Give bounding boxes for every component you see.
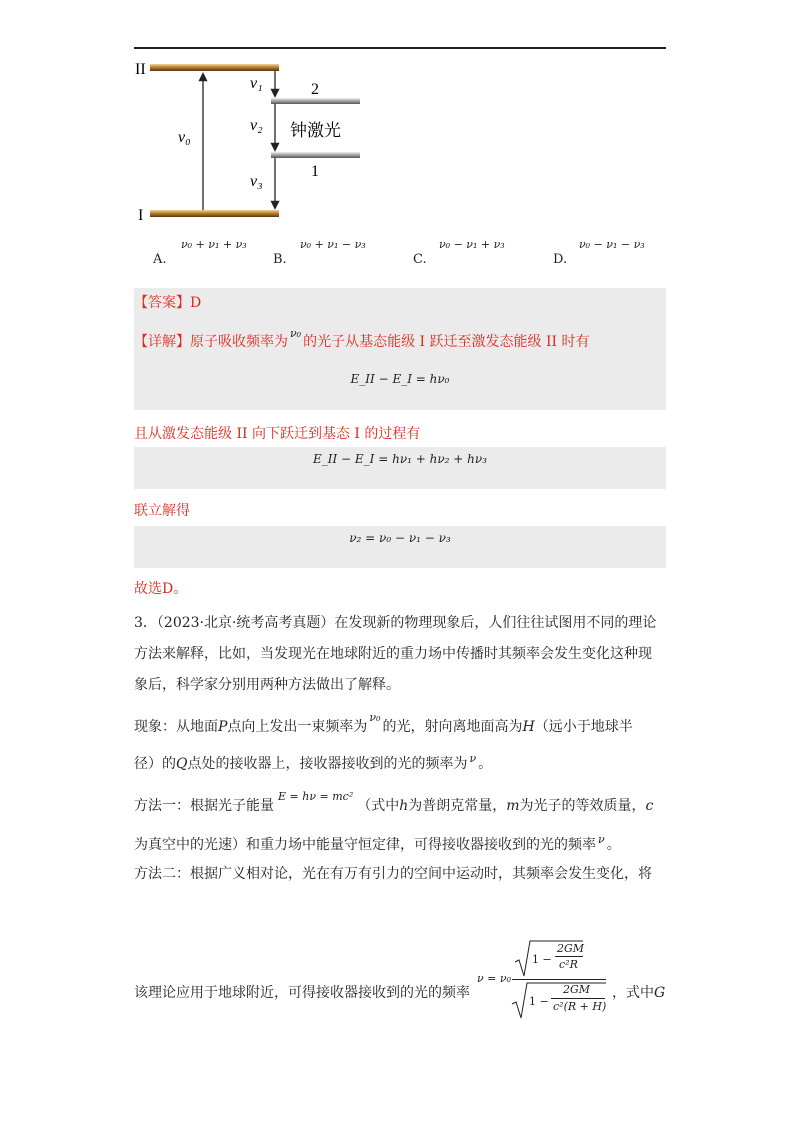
p7a: 为真空中的光速）和重力场中能量守恒定律，可得接收器接收到的光的频率	[134, 837, 596, 853]
option-b-expr: ν₀ + ν₁ − ν₃	[300, 238, 366, 251]
option-b-letter: B.	[273, 252, 287, 267]
p4d: ν₀	[369, 711, 381, 724]
detail-post: 的光子从基态能级 I 跃迁至激发态能级 II 时有	[303, 334, 590, 350]
p5c: 点处的接收器上，接收器接收到的光的频率为	[187, 756, 468, 772]
p7b: ν	[598, 833, 605, 846]
line-4: 故选D。	[134, 581, 188, 597]
p4a: 现象：从地面	[134, 719, 218, 735]
q3-line-2: 方法来解释，比如，当发现光在地球附近的重力场中传播时其频率会发生变化这种现	[134, 646, 652, 662]
equation-1: E_II − E_I = hν₀	[350, 372, 450, 386]
label-v1: ν₁	[250, 75, 263, 92]
q3-line-5	[134, 753, 492, 773]
label-v3: ν₃	[250, 173, 263, 190]
level-i-bar	[150, 210, 279, 217]
den-top: 2GM	[563, 983, 591, 996]
formula-fraction-bar	[512, 979, 606, 980]
equation-3: ν₂ = ν₀ − ν₁ − ν₃	[349, 531, 451, 545]
option-c-letter: C.	[413, 252, 427, 267]
equation-2: E_II − E_I = hν₁ + hν₂ + hν₃	[313, 452, 487, 466]
p4b: P	[218, 719, 228, 735]
p4e: 的光，射向离地面高为	[382, 719, 523, 735]
formula-lhs: ν = ν₀	[477, 972, 511, 985]
q3-line-8: 方法二：根据广义相对论，光在有万有引力的空间中运动时，其频率会发生变化，将	[134, 866, 652, 882]
line-3: 联立解得	[134, 503, 190, 519]
p6g: c	[645, 798, 654, 814]
p4c: 点向上发出一束频率为	[227, 719, 368, 735]
label-level-i: I	[138, 207, 144, 224]
option-a-expr: ν₀ + ν₁ + ν₃	[181, 238, 247, 251]
num-frac-bar	[555, 956, 583, 957]
answer-label: 【答案】D	[134, 295, 202, 311]
label-v0: ν₀	[178, 129, 191, 146]
p9b: ，式中	[612, 985, 654, 1001]
frequency-formula	[477, 939, 607, 1019]
energy-level-diagram	[130, 58, 370, 228]
p6f: 为光子的等效质量，	[519, 798, 646, 814]
q3-line-9	[134, 982, 470, 1002]
detail-pre: 原子吸收频率为	[190, 334, 288, 350]
label-level-1: 1	[311, 163, 319, 180]
p6a: 方法一：根据光子能量	[134, 798, 274, 814]
level-ii-bar	[150, 64, 279, 71]
q3-line-9-tail	[612, 982, 665, 1002]
detail-line	[134, 327, 590, 351]
p6e: m	[506, 798, 520, 814]
detail-sym: ν₀	[290, 327, 302, 340]
label-level-2: 2	[311, 81, 319, 98]
p9c: G	[654, 985, 666, 1001]
q3-line-6	[134, 790, 654, 815]
p5d: ν	[469, 752, 477, 765]
label-level-ii: II	[135, 61, 146, 78]
line-2: 且从激发态能级 II 向下跃迁到基态 I 的过程有	[134, 426, 421, 442]
p6-formula: E = hν = mc²	[278, 790, 354, 803]
p5b: Q	[176, 756, 188, 772]
header-rule	[134, 47, 666, 49]
label-v2: ν₂	[250, 117, 263, 134]
option-c-expr: ν₀ − ν₁ + ν₃	[439, 238, 505, 251]
num-one: 1 −	[532, 953, 552, 966]
q3-line-7	[134, 834, 621, 854]
p9a: 该理论应用于地球附近，可得接收器接收到的光的频率	[134, 985, 470, 1001]
p4g: （远小于地球半	[534, 719, 633, 735]
q3-line-4	[134, 711, 633, 736]
label-clock-laser: 钟激光	[290, 121, 341, 141]
num-top: 2GM	[557, 942, 585, 955]
option-d-letter: D.	[553, 252, 568, 267]
p6b: （式中	[357, 798, 400, 814]
p6d: 为普朗克常量，	[408, 798, 507, 814]
q3-line-1: 3．（2023·北京·统考高考真题）在发现新的物理现象后，人们往往试图用不同的理论	[134, 615, 657, 631]
detail-label: 【详解】	[134, 334, 190, 350]
p5a: 径）的	[134, 756, 176, 772]
den-bot: c²(R + H)	[553, 1000, 607, 1013]
p6c: h	[399, 798, 409, 814]
p4f: H	[522, 719, 535, 735]
p5e: 。	[478, 756, 493, 772]
num-bot: c²R	[559, 958, 578, 971]
q3-line-3: 象后，科学家分别用两种方法做出了解释。	[134, 677, 400, 693]
option-d-expr: ν₀ − ν₁ − ν₃	[579, 238, 645, 251]
p7c: 。	[606, 837, 621, 853]
den-one: 1 −	[529, 995, 549, 1008]
option-a-letter: A.	[153, 252, 167, 267]
den-frac-bar	[551, 998, 605, 999]
level-1-bar	[271, 152, 360, 158]
level-2-bar	[271, 98, 360, 104]
options-row	[0, 238, 800, 282]
